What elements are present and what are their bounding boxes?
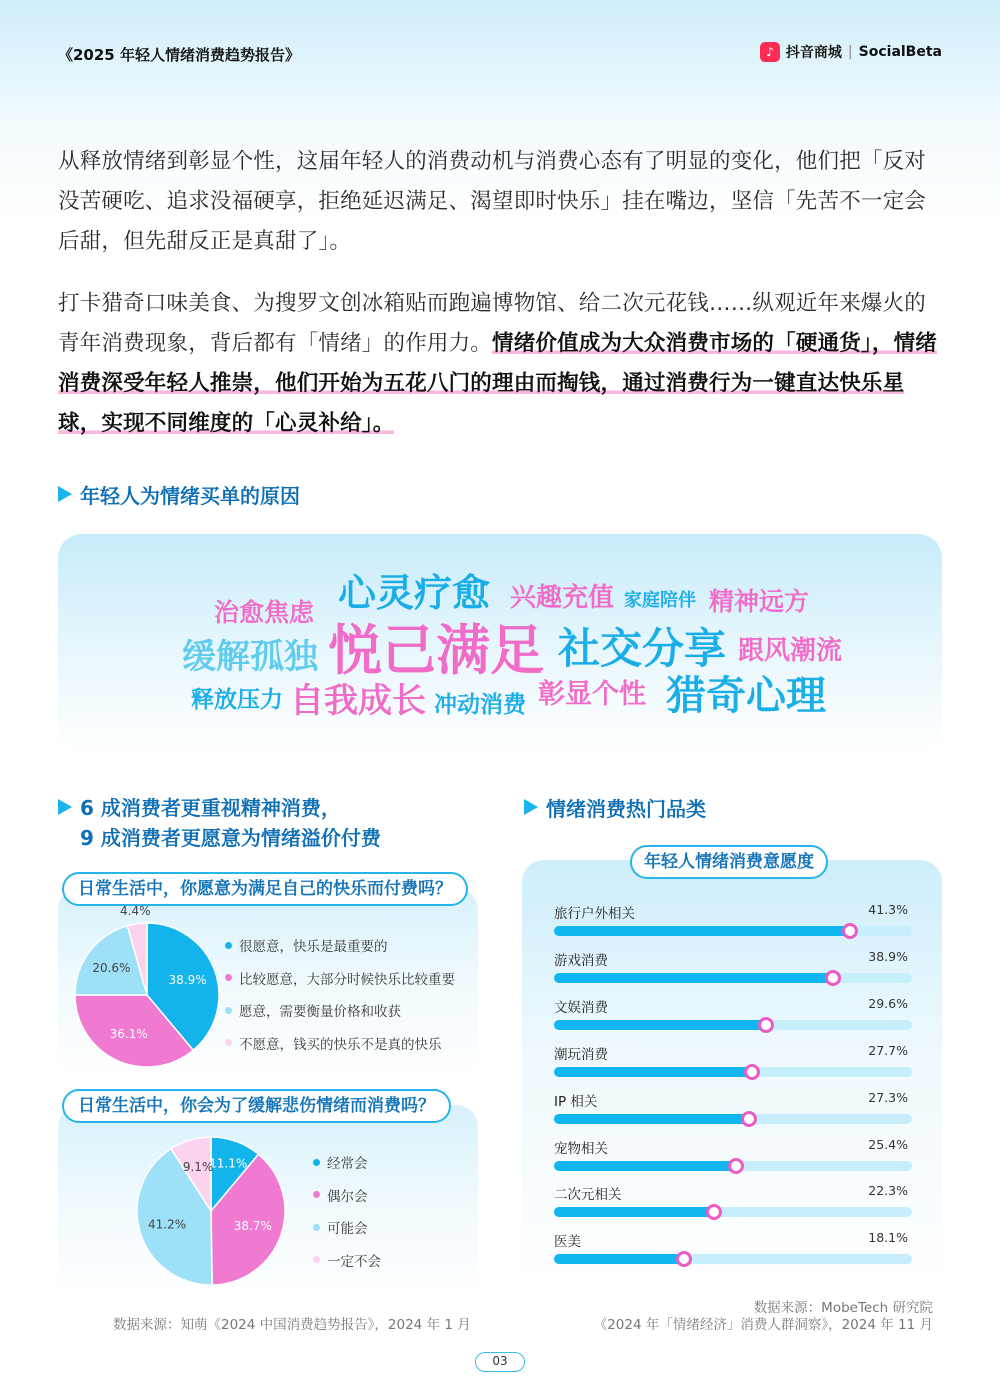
- bar-marker-icon: [825, 970, 841, 986]
- intro-paragraph-2: [58, 284, 942, 444]
- bar-category-label: 潮玩消费: [554, 1046, 608, 1063]
- bar-chart-title: 年轻人情绪消费意愿度: [630, 845, 828, 879]
- bar-value-label: 27.3%: [868, 1089, 908, 1105]
- intro-highlight: 情绪价值成为大众消费市场的「硬通货」，情绪消费深受年轻人推崇，他们开始为五花八门的理由而掏钱，通过消费行为一键直达快乐星球，实现不同维度的「心灵补给」。: [58, 331, 937, 436]
- cloud-word: 社交分享: [558, 624, 727, 673]
- bar-track: [554, 926, 912, 936]
- bar-track: [554, 1114, 912, 1124]
- bar-category-label: 二次元相关: [554, 1187, 622, 1204]
- bar-marker-icon: [741, 1111, 757, 1127]
- bar-fill: [554, 1161, 736, 1171]
- legend-label: 经常会: [327, 1156, 368, 1173]
- pie-data-label: 20.6%: [92, 961, 131, 976]
- bar-category-label: 宠物相关: [554, 1140, 608, 1157]
- bar-category-label: IP 相关: [554, 1093, 598, 1110]
- word-cloud-panel: [58, 534, 942, 754]
- cloud-word: 跟风潮流: [738, 636, 843, 666]
- page-header: [58, 44, 942, 68]
- source-left: 数据来源：知萌《2024 中国消费趋势报告》，2024 年 1 月: [113, 1317, 471, 1333]
- bar-value-label: 25.4%: [868, 1136, 908, 1152]
- legend-label: 一定不会: [327, 1253, 381, 1270]
- bar-marker-icon: [676, 1251, 692, 1267]
- brand-douyin: 抖音商城: [785, 45, 842, 61]
- legend-dot: [225, 1039, 232, 1046]
- report-title: 《2025 年轻人情绪消费趋势报告》: [58, 46, 300, 64]
- bar-track: [554, 973, 912, 983]
- bar-track: [554, 1161, 912, 1171]
- bar-row: [554, 996, 912, 1042]
- bar-row: [554, 1090, 912, 1136]
- bar-marker-icon: [706, 1204, 722, 1220]
- bar-row: [554, 1230, 912, 1276]
- cloud-word: 精神远方: [709, 587, 810, 616]
- bar-row: [554, 949, 912, 995]
- pie1-question: 日常生活中，你愿意为满足自己的快乐而付费吗？: [62, 872, 468, 906]
- legend-label: 不愿意，钱买的快乐不是真的快乐: [239, 1036, 442, 1053]
- cloud-word: 彰显个性: [538, 679, 646, 710]
- legend-dot: [225, 974, 232, 981]
- bar-value-label: 18.1%: [868, 1230, 908, 1246]
- intro-paragraph-1: 从释放情绪到彰显个性，这届年轻人的消费动机与消费心态有了明显的变化，他们把「反对没苦硬吃、追求没福硬享，拒绝延迟满足、渴望即时快乐」挂在嘴边，坚信「先苦不一定会后甜，但先甜反正是真甜了」。: [58, 149, 927, 254]
- pie-data-label: 41.2%: [148, 1217, 187, 1232]
- legend-dot: [313, 1256, 320, 1263]
- section-title-reasons: [58, 480, 300, 509]
- legend-dot: [225, 1007, 232, 1014]
- bar-row: [554, 1183, 912, 1229]
- brand-logos: [760, 42, 942, 62]
- bar-row: [554, 1137, 912, 1183]
- legend-label: 可能会: [327, 1221, 368, 1238]
- bar-category-label: 文娱消费: [554, 999, 608, 1016]
- bar-track: [554, 1254, 912, 1264]
- bar-marker-icon: [758, 1017, 774, 1033]
- source-right-line1: 数据来源：MobeTech 研究院: [753, 1300, 933, 1316]
- legend-item: [313, 1244, 381, 1277]
- legend-label: 很愿意，快乐是最重要的: [239, 939, 388, 956]
- pie-data-label: 4.4%: [120, 903, 151, 918]
- intro-paragraph-2-text: 打卡猎奇口味美食、为搜罗文创冰箱贴而跑遍博物馆、给二次元花钱……纵观近年来爆火的青年消费现象，背后都有「情绪」的作用力。: [58, 291, 927, 356]
- legend-item: [225, 1027, 455, 1060]
- bar-fill: [554, 1254, 684, 1264]
- pie-data-label: 38.9%: [168, 973, 207, 988]
- section-title-spirit-line1: 6 成消费者更重视精神消费，: [80, 796, 341, 820]
- brand-socialbeta: SocialBeta: [858, 44, 942, 60]
- legend-item: [313, 1211, 381, 1244]
- legend-dot: [313, 1159, 320, 1166]
- cloud-word: 治愈焦虑: [214, 598, 315, 627]
- legend-dot: [225, 942, 232, 949]
- bar-fill: [554, 926, 850, 936]
- pie1-legend: [225, 929, 455, 1059]
- douyin-mall-icon: ♪: [760, 42, 780, 62]
- bar-value-label: 41.3%: [868, 902, 908, 917]
- bar-row: [554, 1043, 912, 1089]
- legend-label: 愿意，需要衡量价格和收获: [239, 1004, 401, 1021]
- bar-fill: [554, 973, 833, 983]
- section-arrow-icon: [58, 486, 72, 502]
- bar-category-label: 旅行户外相关: [554, 906, 635, 922]
- bar-category-label: 医美: [554, 1234, 581, 1251]
- section-arrow-icon: [58, 799, 72, 815]
- cloud-word: 猎奇心理: [666, 673, 826, 719]
- bar-track: [554, 1067, 912, 1077]
- legend-item: [225, 994, 455, 1027]
- cloud-word: 自我成长: [290, 681, 426, 721]
- bar-value-label: 22.3%: [868, 1183, 908, 1199]
- bar-fill: [554, 1114, 749, 1124]
- brand-separator: |: [847, 44, 853, 60]
- cloud-word: 家庭陪伴: [624, 590, 696, 611]
- pie-data-label: 36.1%: [109, 1027, 148, 1042]
- legend-item: [313, 1146, 381, 1179]
- cloud-word: 缓解孤独: [182, 637, 318, 677]
- bar-marker-icon: [728, 1158, 744, 1174]
- legend-item: [225, 929, 455, 962]
- bar-fill: [554, 1067, 752, 1077]
- section-title-reasons-text: 年轻人为情绪买单的原因: [80, 484, 300, 508]
- bar-track: [554, 1207, 912, 1217]
- pie-chart-sadness: [136, 1136, 286, 1286]
- section-title-spirit-line2: 9 成消费者更愿意为情绪溢价付费: [80, 826, 381, 850]
- legend-dot: [313, 1224, 320, 1231]
- bar-value-label: 27.7%: [868, 1042, 908, 1058]
- cloud-word: 释放压力: [191, 687, 283, 713]
- pie-data-label: 38.7%: [233, 1218, 272, 1233]
- bar-marker-icon: [744, 1064, 760, 1080]
- bar-track: [554, 1020, 912, 1030]
- legend-dot: [313, 1191, 320, 1198]
- legend-item: [313, 1179, 381, 1212]
- pie-data-label: 9.1%: [182, 1159, 214, 1174]
- bar-fill: [554, 1207, 714, 1217]
- bar-category-label: 游戏消费: [554, 952, 608, 969]
- legend-label: 比较愿意，大部分时候快乐比较重要: [239, 971, 455, 988]
- page-number: 03: [475, 1352, 525, 1372]
- pie2-legend: [313, 1146, 381, 1276]
- cloud-word: 悦己满足: [328, 619, 544, 682]
- bar-value-label: 29.6%: [868, 995, 908, 1011]
- source-right-line2: 《2024 年「情绪经济」消费人群洞察》，2024 年 11 月: [593, 1317, 933, 1333]
- pie-chart-happiness: [74, 903, 220, 1068]
- legend-item: [225, 962, 455, 995]
- section-title-spirit: [58, 793, 381, 853]
- cloud-word: 心灵疗愈: [338, 571, 491, 615]
- bar-value-label: 38.9%: [868, 948, 908, 964]
- bar-fill: [554, 1020, 766, 1030]
- legend-label: 偶尔会: [327, 1188, 368, 1205]
- bar-row: [554, 902, 912, 948]
- section-arrow-icon: [524, 799, 538, 815]
- pie2-question: 日常生活中，你会为了缓解悲伤情绪而消费吗？: [62, 1089, 451, 1123]
- cloud-word: 冲动消费: [434, 692, 526, 718]
- cloud-word: 兴趣充值: [510, 583, 615, 613]
- bar-marker-icon: [842, 923, 858, 939]
- section-title-hot: [524, 793, 706, 822]
- section-title-hot-text: 情绪消费热门品类: [546, 797, 706, 821]
- pie-data-label: 11.1%: [209, 1156, 248, 1171]
